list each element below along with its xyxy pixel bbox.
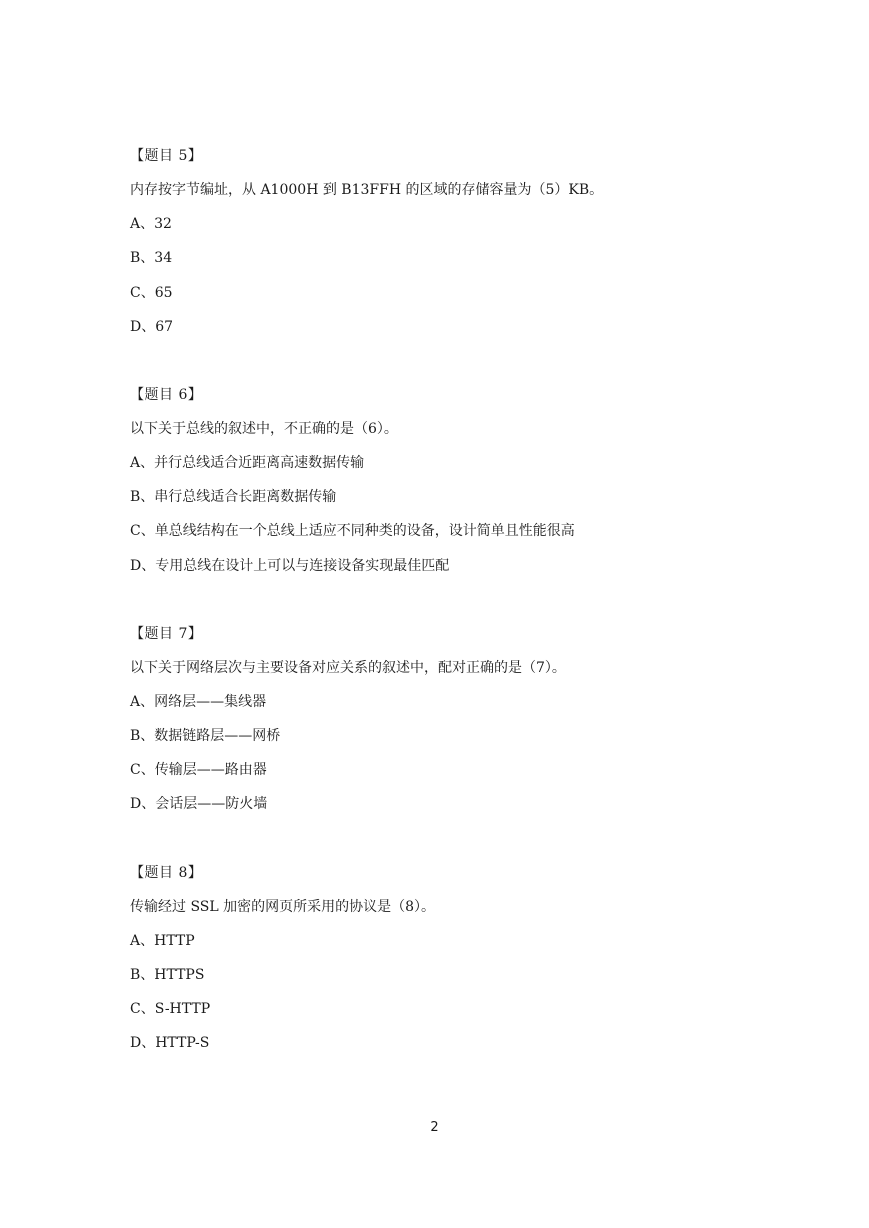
option-c: C、S-HTTP [130,1001,211,1017]
question-title: 【题目 7】 [130,626,203,642]
option-b: B、34 [130,250,173,266]
option-d: D、专用总线在设计上可以与连接设备实现最佳匹配 [130,558,450,574]
option-c: C、传输层——路由器 [130,762,267,778]
question-title: 【题目 5】 [130,148,203,164]
question-stem: 以下关于网络层次与主要设备对应关系的叙述中，配对正确的是（7）。 [130,660,566,676]
question-stem: 内存按字节编址，从 A1000H 到 B13FFH 的区域的存储容量为（5）KB。 [130,182,604,198]
option-d: D、67 [130,319,174,335]
option-a: A、32 [130,216,172,232]
question-stem: 传输经过 SSL 加密的网页所采用的协议是（8）。 [130,899,436,915]
question-title: 【题目 8】 [130,865,203,881]
option-c: C、单总线结构在一个总线上适应不同种类的设备，设计简单且性能很高 [130,523,575,539]
option-b: B、数据链路层——网桥 [130,728,281,744]
option-a: A、并行总线适合近距离高速数据传输 [130,455,365,471]
option-a: A、HTTP [130,933,195,949]
option-d: D、会话层——防火墙 [130,796,268,812]
page-number: 2 [430,1120,439,1135]
question-title: 【题目 6】 [130,387,203,403]
question-stem: 以下关于总线的叙述中，不正确的是（6）。 [130,421,398,437]
option-d: D、HTTP-S [130,1035,210,1051]
option-a: A、网络层——集线器 [130,694,267,710]
option-c: C、65 [130,285,173,301]
option-b: B、串行总线适合长距离数据传输 [130,489,337,505]
option-b: B、HTTPS [130,967,205,983]
